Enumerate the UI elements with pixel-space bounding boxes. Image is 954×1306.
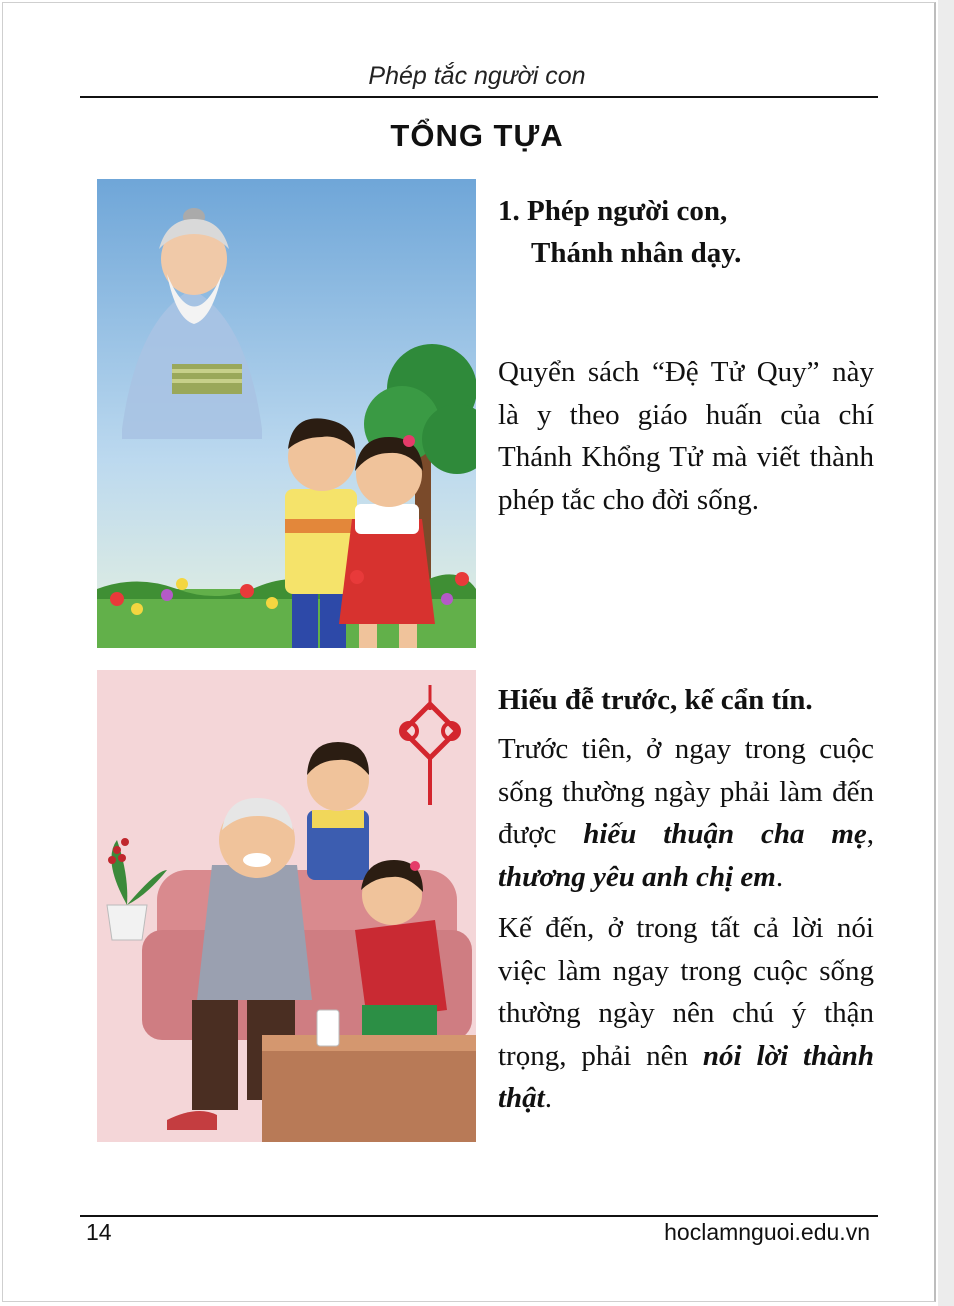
stanza1-verse: [498, 190, 741, 274]
p1-emphasis-sibling-love: thương yêu anh chị em: [498, 860, 776, 893]
p2-emphasis-honest-speech: nói lời thành thật: [498, 1039, 874, 1114]
running-header: Phép tắc người con: [368, 62, 586, 90]
stanza1-line2: Thánh nhân dạy.: [531, 237, 742, 269]
stanza2-verse: [498, 679, 813, 721]
p1-emphasis-filial-piety: hiếu thuận cha mẹ: [583, 818, 867, 850]
p1-text-3: .: [775, 860, 784, 893]
stanza1-line1: 1. Phép người con,: [498, 195, 728, 227]
section-title: TỔNG TỰA: [390, 118, 564, 153]
illustration-sage-and-children: [97, 179, 476, 648]
header-rule: [80, 96, 878, 98]
page-edge-strip: [938, 0, 954, 1306]
website-url: hoclamnguoi.edu.vn: [664, 1219, 870, 1245]
p1-text-2: ,: [866, 818, 874, 850]
stanza1-paragraph: Quyển sách “Đệ Tử Quy” này là y theo giáo huấn của chí Thánh Khổng Tử mà viết thành phép tắc cho đời sống.: [498, 356, 874, 516]
p1-text-1: Trước tiên, ở ngay trong cuộc sống thường ngày phải làm đến được: [498, 733, 874, 850]
footer-rule: [80, 1215, 878, 1217]
p2-text-2: .: [544, 1082, 552, 1114]
stanza2-line1: Hiếu đễ trước, kế cẩn tín.: [498, 684, 813, 716]
illustration-grandfather-and-children: [97, 670, 476, 1142]
page-number: 14: [86, 1219, 112, 1245]
stanza2-paragraph2: [498, 907, 874, 1120]
p2-text-1: Kế đến, ở trong tất cả lời nói việc làm ngay trong cuộc sống thường ngày nên chú ý thận trọng, phải nên: [498, 912, 874, 1072]
stanza2-paragraph1: [498, 728, 874, 898]
